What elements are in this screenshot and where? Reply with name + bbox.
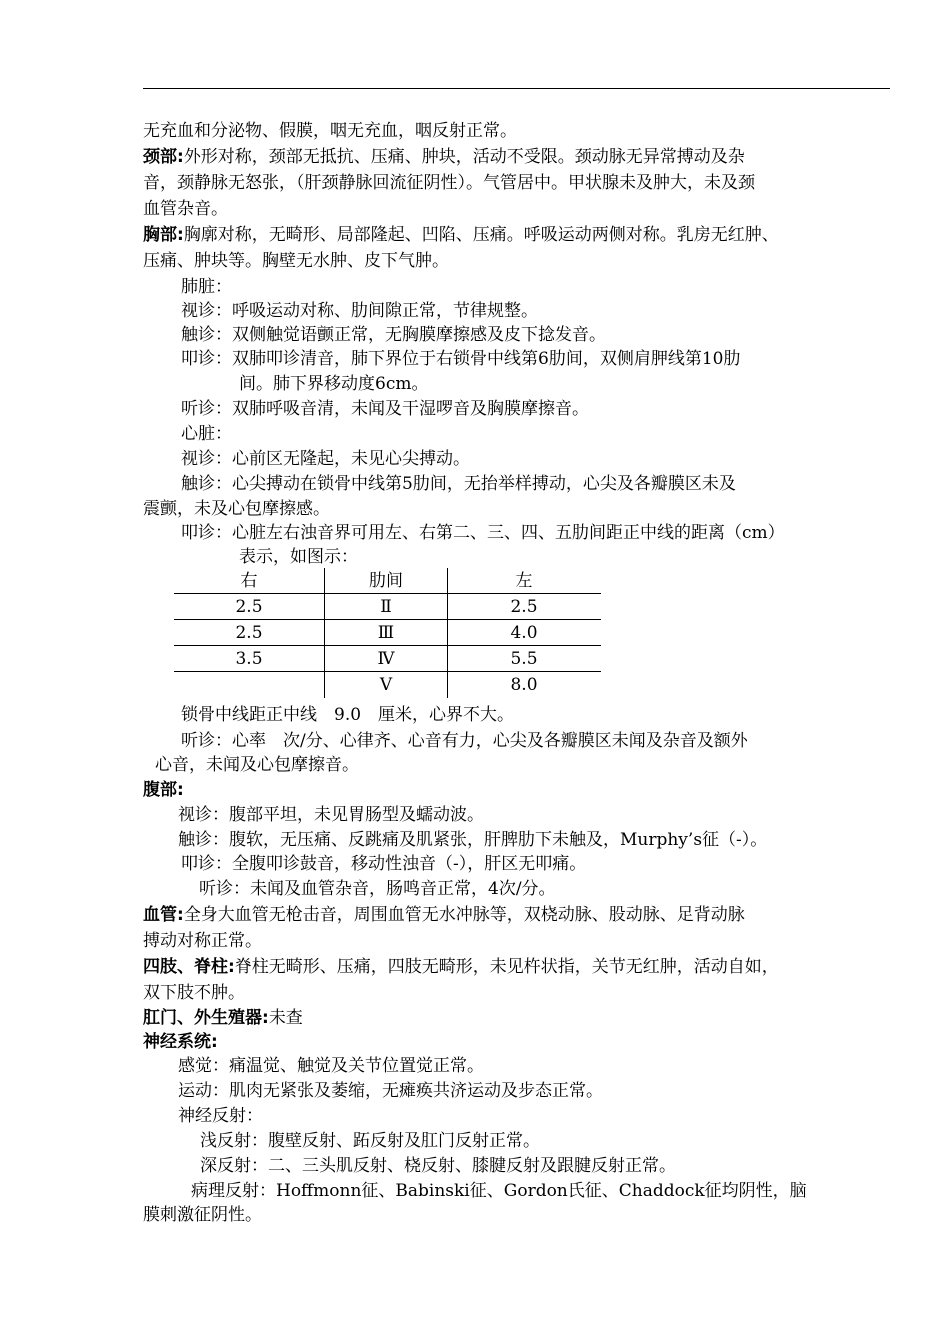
text-line: 视诊：腹部平坦，未见胃肠型及蠕动波。 bbox=[178, 805, 484, 825]
table-cell: 8.0 bbox=[510, 675, 538, 695]
subsection-lungs: 肺脏： bbox=[181, 277, 232, 297]
table-cell: Ⅴ bbox=[379, 675, 393, 695]
section-heading: 胸部: bbox=[143, 225, 184, 245]
table-cell: 4.0 bbox=[510, 623, 538, 643]
text-line: 感觉：痛温觉、触觉及关节位置觉正常。 bbox=[178, 1056, 484, 1076]
table-rule bbox=[174, 645, 601, 646]
table-rule bbox=[174, 593, 601, 594]
section-vessels: 血管:全身大血管无枪击音，周围血管无水冲脉等，双桡动脉、股动脉、足背动脉 bbox=[143, 905, 745, 925]
section-neck: 颈部:外形对称，颈部无抵抗、压痛、肿块，活动不受限。颈动脉无异常搏动及杂 bbox=[143, 147, 745, 167]
table-cell: 5.5 bbox=[510, 649, 538, 669]
cardiac-dullness-table bbox=[174, 568, 601, 698]
text-line: 心音，未闻及心包摩擦音。 bbox=[155, 755, 359, 775]
table-cell: Ⅲ bbox=[377, 623, 395, 643]
text-line: 叩诊：全腹叩诊鼓音，移动性浊音（-），肝区无叩痛。 bbox=[181, 854, 587, 874]
table-cell: Ⅳ bbox=[377, 649, 395, 669]
table-cell: 2.5 bbox=[235, 623, 263, 643]
text-line: 触诊：心尖搏动在锁骨中线第5肋间，无抬举样搏动，心尖及各瓣膜区未及 bbox=[181, 474, 736, 494]
table-divider bbox=[447, 568, 448, 698]
text-line: 视诊：心前区无隆起，未见心尖搏动。 bbox=[181, 449, 470, 469]
text-line: 听诊：心率 次/分、心律齐、心音有力，心尖及各瓣膜区未闻及杂音及额外 bbox=[181, 731, 748, 751]
section-abdomen bbox=[143, 777, 184, 803]
text-line: 叩诊：双肺叩诊清音，肺下界位于右锁骨中线第6肋间，双侧肩胛线第10肋 bbox=[181, 349, 741, 369]
section-heading: 腹部: bbox=[143, 780, 184, 800]
section-chest: 胸部:胸廓对称，无畸形、局部隆起、凹陷、压痛。呼吸运动两侧对称。乳房无红肿、 bbox=[143, 225, 779, 245]
text-line: 触诊：腹软，无压痛、反跳痛及肌紧张，肝脾肋下未触及，Murphy’s征（-）。 bbox=[178, 830, 768, 850]
table-header-intercostal: 肋间 bbox=[369, 571, 403, 591]
table-header-right: 右 bbox=[240, 571, 258, 591]
text-line: 无充血和分泌物、假膜，咽无充血，咽反射正常。 bbox=[143, 121, 517, 141]
table-rule bbox=[174, 619, 601, 620]
section-anus-genitals: 肛门、外生殖器:未查 bbox=[143, 1008, 303, 1028]
text-line: 听诊：未闻及血管杂音，肠鸣音正常，4次/分。 bbox=[199, 879, 556, 899]
table-rule bbox=[174, 671, 601, 672]
section-heading: 四肢、脊柱: bbox=[143, 957, 235, 977]
text-line: 叩诊：心脏左右浊音界可用左、右第二、三、四、五肋间距正中线的距离（cm） bbox=[181, 523, 785, 543]
table-divider bbox=[324, 568, 325, 698]
text-line: 搏动对称正常。 bbox=[143, 931, 262, 951]
section-heading: 颈部: bbox=[143, 147, 184, 167]
table-header-left: 左 bbox=[515, 571, 533, 591]
subsection-heart: 心脏： bbox=[181, 424, 232, 444]
section-limbs-spine: 四肢、脊柱:脊柱无畸形、压痛，四肢无畸形，未见杵状指，关节无红肿，活动自如， bbox=[143, 957, 779, 977]
text-line: 病理反射：Hoffmonn征、Babinski征、Gordon氏征、Chaddock征均阴性，脑 bbox=[191, 1181, 807, 1201]
table-cell: Ⅱ bbox=[380, 597, 392, 617]
header-rule bbox=[143, 88, 890, 89]
table-cell: 2.5 bbox=[510, 597, 538, 617]
section-heading: 肛门、外生殖器: bbox=[143, 1008, 269, 1028]
text-line: 血管杂音。 bbox=[143, 199, 228, 219]
text-line: 间。肺下界移动度6cm。 bbox=[239, 374, 429, 394]
text-line: 双下肢不肿。 bbox=[143, 983, 245, 1003]
text-line: 表示，如图示： bbox=[239, 547, 358, 567]
text-line: 锁骨中线距正中线 9.0 厘米，心界不大。 bbox=[181, 705, 515, 725]
text-line: 听诊：双肺呼吸音清，未闻及干湿啰音及胸膜摩擦音。 bbox=[181, 399, 589, 419]
text-line: 运动：肌肉无紧张及萎缩，无瘫痪共济运动及步态正常。 bbox=[178, 1081, 603, 1101]
text-line: 音，颈静脉无怒张，（肝颈静脉回流征阴性）。气管居中。甲状腺未及肿大，未及颈 bbox=[143, 173, 755, 193]
text-line: 深反射：二、三头肌反射、桡反射、膝腱反射及跟腱反射正常。 bbox=[200, 1156, 676, 1176]
section-nervous-system bbox=[143, 1029, 218, 1055]
text-line: 浅反射：腹壁反射、跖反射及肛门反射正常。 bbox=[200, 1131, 540, 1151]
text-line: 神经反射： bbox=[178, 1106, 263, 1126]
text-line: 震颤，未及心包摩擦感。 bbox=[143, 499, 330, 519]
text-line: 压痛、肿块等。胸壁无水肿、皮下气肿。 bbox=[143, 251, 449, 271]
section-heading: 神经系统: bbox=[143, 1032, 218, 1052]
text-line: 膜刺激征阴性。 bbox=[143, 1205, 262, 1225]
text-line: 视诊：呼吸运动对称、肋间隙正常，节律规整。 bbox=[181, 301, 538, 321]
text-line: 触诊：双侧触觉语颤正常，无胸膜摩擦感及皮下捻发音。 bbox=[181, 325, 606, 345]
table-cell: 2.5 bbox=[235, 597, 263, 617]
section-heading: 血管: bbox=[143, 905, 184, 925]
table-cell: 3.5 bbox=[235, 649, 263, 669]
